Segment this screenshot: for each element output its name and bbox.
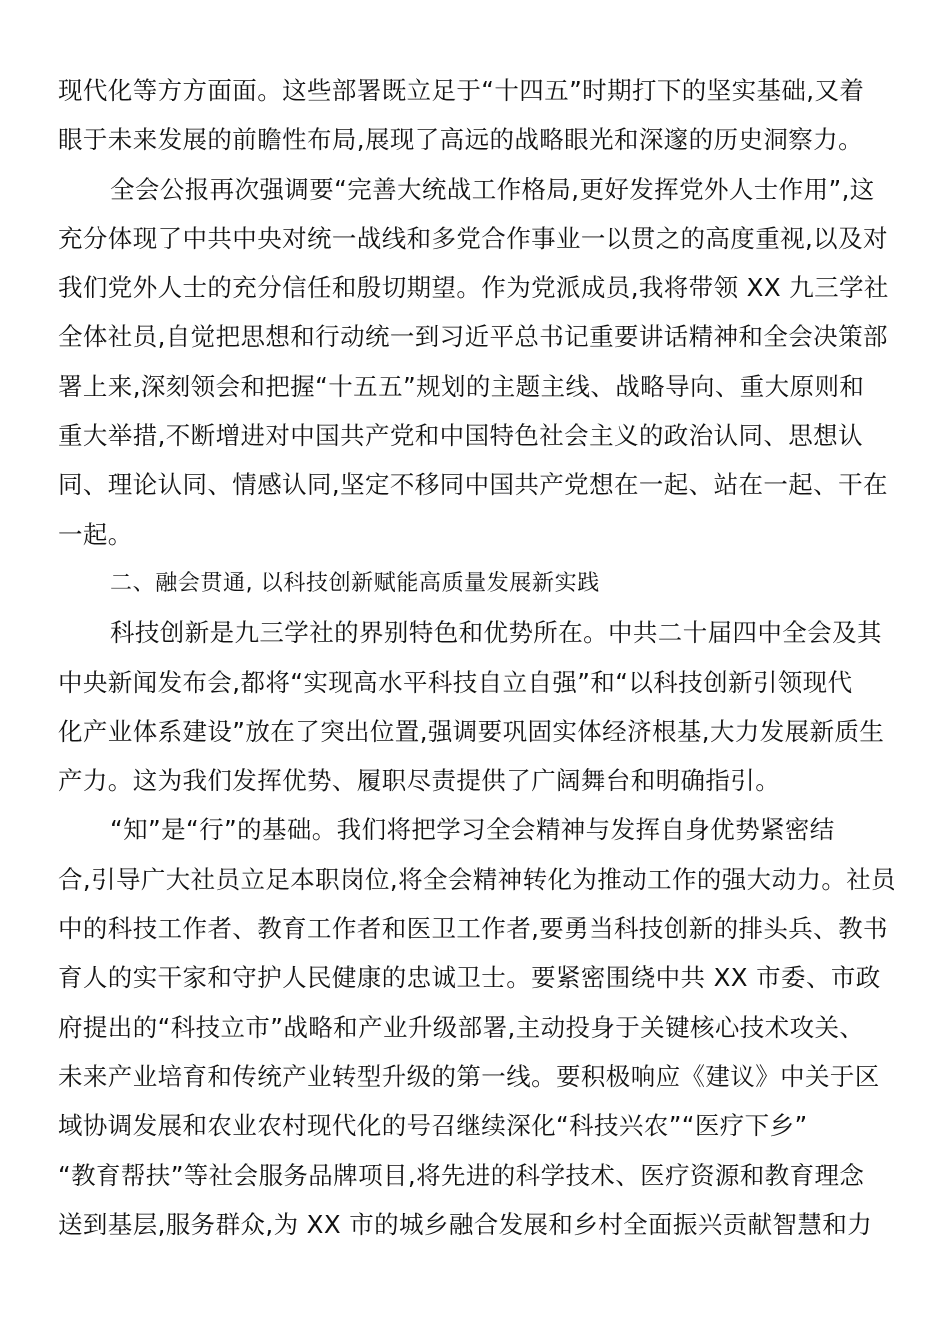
paragraph-line: 一起。 xyxy=(58,519,133,549)
section-heading: 二、融会贯通, 以科技创新赋能高质量发展新实践 xyxy=(110,570,600,596)
paragraph-line: 合,引导广大社员立足本职岗位,将全会精神转化为推动工作的强大动力。社员 xyxy=(58,864,897,894)
paragraph-line: 未来产业培育和传统产业转型升级的第一线。要积极响应《建议》中关于区 xyxy=(58,1061,880,1091)
paragraph-line: 充分体现了中共中央对统一战线和多党合作事业一以贯之的高度重视,以及对 xyxy=(58,223,888,253)
paragraph-line: 我们党外人士的充分信任和殷切期望。作为党派成员,我将带领 XX 九三学社 xyxy=(58,273,889,303)
paragraph-line: 中的科技工作者、教育工作者和医卫工作者,要勇当科技创新的排头兵、教书 xyxy=(58,914,888,944)
document-page xyxy=(58,66,897,1249)
paragraph-line: 眼于未来发展的前瞻性布局,展现了高远的战略眼光和深邃的历史洞察力。 xyxy=(58,125,863,155)
paragraph-line: 府提出的“科技立市”战略和产业升级部署,主动投身于关键核心技术攻关、 xyxy=(58,1012,865,1042)
paragraph-line: 化产业体系建设”放在了突出位置,强调要巩固实体经济根基,大力发展新质生 xyxy=(58,716,885,746)
paragraph-line: 重大举措,不断增进对中国共产党和中国特色社会主义的政治认同、思想认 xyxy=(58,421,863,451)
paragraph-line: 全会公报再次强调要“完善大统战工作格局,更好发挥党外人士作用”,这 xyxy=(110,174,875,204)
paragraph-line: “知”是“行”的基础。我们将把学习全会精神与发挥自身优势紧密结 xyxy=(110,815,835,845)
paragraph-line: 育人的实干家和守护人民健康的忠诚卫士。要紧密围绕中共 XX 市委、市政 xyxy=(58,963,881,993)
paragraph-line: 署上来,深刻领会和把握“十五五”规划的主题主线、战略导向、重大原则和 xyxy=(58,371,865,401)
paragraph-line: 全体社员,自觉把思想和行动统一到习近平总书记重要讲话精神和全会决策部 xyxy=(58,322,888,352)
paragraph-line: 科技创新是九三学社的界别特色和优势所在。中共二十届四中全会及其 xyxy=(110,618,882,648)
paragraph-line: 同、理论认同、情感认同,坚定不移同中国共产党想在一起、站在一起、干在 xyxy=(58,470,888,500)
paragraph-line: 现代化等方方面面。这些部署既立足于“十四五”时期打下的坚实基础,又着 xyxy=(58,76,865,105)
paragraph-line: 域协调发展和农业农村现代化的号召继续深化“科技兴农”“医疗下乡” xyxy=(58,1111,808,1141)
paragraph-line: 中央新闻发布会,都将“实现高水平科技自立自强”和“以科技创新引领现代 xyxy=(58,667,853,697)
paragraph-line: “教育帮扶”等社会服务品牌项目,将先进的科学技术、医疗资源和教育理念 xyxy=(58,1160,865,1190)
paragraph-line: 送到基层,服务群众,为 XX 市的城乡融合发展和乡村全面振兴贡献智慧和力 xyxy=(58,1209,873,1239)
paragraph-line: 产力。这为我们发挥优势、履职尽责提供了广阔舞台和明确指引。 xyxy=(58,766,781,796)
